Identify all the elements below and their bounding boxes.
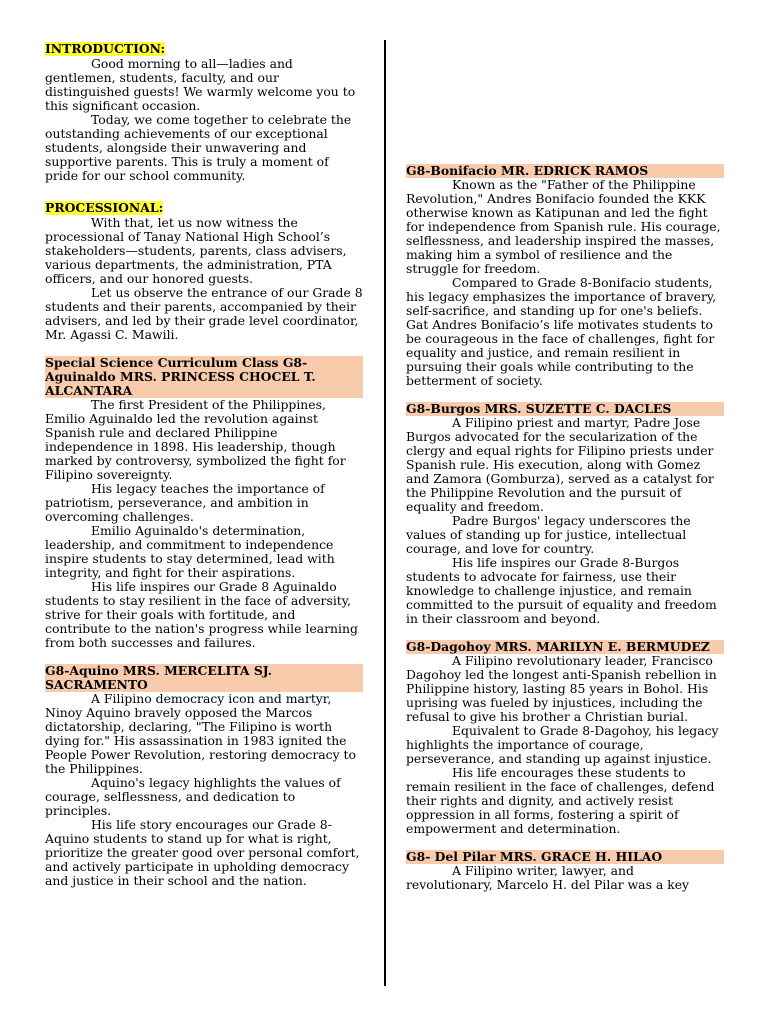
dagohoy-paragraph-2: Equivalent to Grade 8-Dagohoy, his legacy highlights the importance of courage, perseverance, and standing up against injustice. [406,723,719,766]
aguinaldo-paragraph-1: The first President of the Philippines, Emilio Aguinaldo led the revolution against Spanish rule and declared Philippine independence in 1898. His leadership, though marked by controversy, symbolized the fight for Filipino sovereignty. [45,397,346,482]
aquino-paragraph-2: Aquino's legacy highlights the values of courage, selflessness, and dedication to principles. [45,775,341,818]
aguinaldo-section-header: Special Science Curriculum Class G8-Aguinaldo MRS. PRINCESS CHOCEL T. ALCANTARA [45,356,363,398]
intro-paragraph-1: Good morning to all—ladies and gentlemen, students, faculty, and our distinguished guests! We warmly welcome you to this significant occasion. [45,56,356,113]
left-column [45,38,363,888]
bonifacio-paragraph-2: Compared to Grade 8-Bonifacio students, his legacy emphasizes the importance of bravery, self-sacrifice, and standing up for one's beliefs. Gat Andres Bonifacio’s life motivates students to be courageous in the face of challenges, fight for equality and justice, and remain resilient in pursuing their goals while contributing to the betterment of society. [406,275,717,388]
processional-paragraph-1: With that, let us now witness the processional of Tanay National High School’s stakeholders—students, parents, class advisers, various departments, the administration, PTA officers, and our honored guests. [45,215,347,286]
bonifacio-section-header: G8-Bonifacio MR. EDRICK RAMOS [406,164,724,178]
burgos-section-header: G8-Burgos MRS. SUZETTE C. DACLES [406,402,724,416]
aquino-paragraph-1: A Filipino democracy icon and martyr, Ninoy Aquino bravely opposed the Marcos dictatorship, declaring, "The Filipino is worth dying for." His assassination in 1983 ignited the People Power Revolution, restoring democracy to the Philippines. [45,691,356,776]
aguinaldo-paragraph-3: Emilio Aguinaldo's determination, leadership, and commitment to independence inspire students to stay determined, lead with integrity, and fight for their aspirations. [45,523,335,580]
burgos-paragraph-3: His life inspires our Grade 8-Burgos students to advocate for fairness, use their knowledge to challenge injustice, and remain committed to the pursuit of equality and freedom in their classroom and beyond. [406,555,717,626]
processional-paragraph-2: Let us observe the entrance of our Grade 8 students and their parents, accompanied by their advisers, and led by their grade level coordinator, Mr. Agassi C. Mawili. [45,285,363,342]
delpilar-section-header: G8- Del Pilar MRS. GRACE H. HILAO [406,850,724,864]
delpilar-paragraph-1: A Filipino writer, lawyer, and revolutionary, Marcelo H. del Pilar was a key [406,863,690,892]
aguinaldo-paragraph-4: His life inspires our Grade 8 Aguinaldo students to stay resilient in the face of adversity, strive for their goals with fortitude, and contribute to the nation's progress while learning from both successes and failures. [45,579,358,650]
right-column [406,164,724,892]
dagohoy-paragraph-3: His life encourages these students to remain resilient in the face of challenges, defend their rights and dignity, and actively resist oppression in all forms, fostering a spirit of empowerment and determination. [406,765,715,836]
dagohoy-section-header: G8-Dagohoy MRS. MARILYN E. BERMUDEZ [406,640,724,654]
introduction-label: INTRODUCTION: [45,41,166,56]
dagohoy-paragraph-1: A Filipino revolutionary leader, Francisco Dagohoy led the longest anti-Spanish rebellion in Philippine history, lasting 85 years in Bohol. His uprising was fueled by injustices, including the refusal to give his brother a Christian burial. [406,653,717,724]
aquino-paragraph-3: His life story encourages our Grade 8-Aquino students to stand up for what is right, prioritize the greater good over personal comfort, and actively participate in upholding democracy and justice in their school and the nation. [45,817,360,888]
intro-paragraph-2: Today, we come together to celebrate the outstanding achievements of our exceptional students, alongside their unwavering and supportive parents. This is truly a moment of pride for our school community. [45,112,352,183]
column-divider [384,40,386,986]
burgos-paragraph-1: A Filipino priest and martyr, Padre Jose Burgos advocated for the secularization of the clergy and equal rights for Filipino priests under Spanish rule. His execution, along with Gomez and Zamora (Gomburza), served as a catalyst for the Philippine Revolution and the pursuit of equality and freedom. [406,415,714,514]
processional-label: PROCESSIONAL: [45,200,164,215]
bonifacio-paragraph-1: Known as the "Father of the Philippine Revolution," Andres Bonifacio founded the KKK otherwise known as Katipunan and led the fight for independence from Spanish rule. His courage, selflessness, and leadership inspired the masses, making him a symbol of resilience and the struggle for freedom. [406,177,721,276]
burgos-paragraph-2: Padre Burgos' legacy underscores the values of standing up for justice, intellectual courage, and love for country. [406,513,691,556]
aguinaldo-paragraph-2: His legacy teaches the importance of patriotism, perseverance, and ambition in overcoming challenges. [45,481,325,524]
aquino-section-header: G8-Aquino MRS. MERCELITA SJ. SACRAMENTO [45,664,363,692]
